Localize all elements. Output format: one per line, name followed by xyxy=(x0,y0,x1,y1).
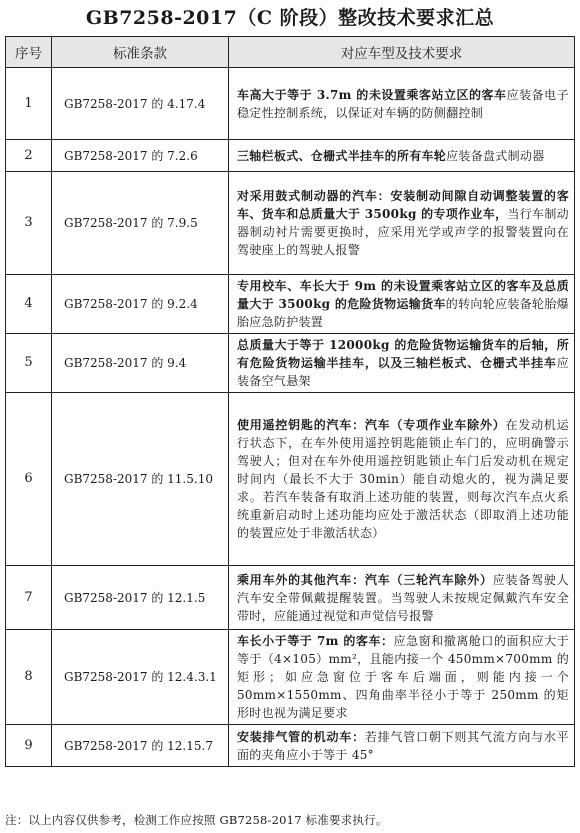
row-requirement xyxy=(229,140,575,172)
row-clause: GB7258-2017 的 4.17.4 xyxy=(52,68,229,140)
row-requirement xyxy=(229,725,575,767)
table-row xyxy=(6,630,575,725)
table-header-row xyxy=(6,37,575,68)
row-requirement xyxy=(229,275,575,334)
requirement-bold-text: 安装排气管的机动车： xyxy=(237,729,365,744)
table-row xyxy=(6,140,575,172)
row-clause: GB7258-2017 的 12.15.7 xyxy=(52,725,229,767)
row-number: 5 xyxy=(6,334,52,393)
row-clause: GB7258-2017 的 7.2.6 xyxy=(52,140,229,172)
requirement-normal-text: 应急窗和撤离舱口的面积应大于等于（4×105）mm²，且能内接一个 450mm×700mm 的矩形；如应急窗位于客车后端面，则能内接一个 50mm×1550mm、四角曲率半径小于等于 250mm 的矩形时也视为满足要求 xyxy=(237,634,569,720)
requirement-normal-text: 应装备盘式制动器 xyxy=(446,148,545,163)
requirement-bold-text: 车高大于等于 3.7m 的未设置乘客站立区的客车 xyxy=(237,87,507,102)
requirement-normal-text: 应装备空气悬架 xyxy=(237,356,569,388)
row-requirement xyxy=(229,334,575,393)
row-number: 3 xyxy=(6,172,52,275)
header-no: 序号 xyxy=(6,37,52,68)
header-requirement: 对应车型及技术要求 xyxy=(229,37,575,68)
row-clause: GB7258-2017 的 9.2.4 xyxy=(52,275,229,334)
table-row xyxy=(6,172,575,275)
requirement-bold-text: 总质量大于等于 12000kg 的危险货物运输货车的后轴，所有危险货物运输半挂车，以及三轴栏板式、仓栅式半挂车 xyxy=(237,338,569,370)
requirement-normal-text: 应装备电子稳定性控制系统，以保证对车辆的防侧翻控制 xyxy=(237,87,569,120)
row-number: 9 xyxy=(6,725,52,767)
requirement-bold-text: 乘用车外的其他汽车：汽车（三轮汽车除外） xyxy=(237,572,493,587)
table-row xyxy=(6,334,575,393)
table-row xyxy=(6,393,575,566)
requirement-bold-text: 使用遥控钥匙的汽车：汽车（专项作业车除外） xyxy=(237,418,506,432)
table-row xyxy=(6,275,575,334)
row-clause: GB7258-2017 的 7.9.5 xyxy=(52,172,229,275)
row-number: 8 xyxy=(6,630,52,725)
requirement-normal-text: 当行车制动器制动衬片需要更换时，应采用光学或声学的报警装置向在驾驶座上的驾驶人报警 xyxy=(237,207,569,257)
table-row xyxy=(6,725,575,767)
requirement-normal-text: 应装备驾驶人汽车安全带佩戴提醒装置。当驾驶人未按规定佩戴汽车安全带时，应能通过视觉和声觉信号报警 xyxy=(237,572,569,623)
requirements-table xyxy=(5,36,575,767)
requirement-bold-text: 三轴栏板式、仓栅式半挂车的所有车轮 xyxy=(237,148,447,163)
footnote: 注：以上内容仅供参考，检测工作应按照 GB7258-2017 标准要求执行。 xyxy=(5,813,388,827)
requirement-bold-text: 专用校车、车长大于 9m 的未设置乘客站立区的客车及总质量大于 3500kg 的危险货物运输货车 xyxy=(237,279,569,311)
table-row xyxy=(6,566,575,630)
row-number: 6 xyxy=(6,393,52,566)
header-clause: 标准条款 xyxy=(52,37,229,68)
row-requirement xyxy=(229,172,575,275)
row-number: 4 xyxy=(6,275,52,334)
row-number: 7 xyxy=(6,566,52,630)
table-row xyxy=(6,68,575,140)
row-clause: GB7258-2017 的 12.4.3.1 xyxy=(52,630,229,725)
requirement-normal-text: 若排气管口朝下则其气流方向与水平面的夹角应小于等于 45° xyxy=(237,729,569,762)
requirement-bold-text: 对采用鼓式制动器的汽车：安装制动间隙自动调整装置的客车、货车和总质量大于 3500kg 的专项作业车， xyxy=(237,189,569,221)
row-clause: GB7258-2017 的 11.5.10 xyxy=(52,393,229,566)
row-number: 2 xyxy=(6,140,52,172)
row-clause: GB7258-2017 的 9.4 xyxy=(52,334,229,393)
requirement-bold-text: 车长小于等于 7m 的客车： xyxy=(237,634,394,648)
row-number: 1 xyxy=(6,68,52,140)
row-requirement xyxy=(229,68,575,140)
requirement-normal-text: 的转向轮应装备轮胎爆胎应急防护装置 xyxy=(237,297,569,329)
row-requirement xyxy=(229,566,575,630)
requirement-normal-text: 在发动机运行状态下，在车外使用遥控钥匙能锁止车门的，应明确警示驾驶人；但对在车外使用遥控钥匙锁止车门后发动机在规定时间内（最长不大于 30min）能自动熄火的，视为满足要求。若汽车装备有取消上述功能的装置，则每次汽车点火系统重新启动时上述功能均应处于激活状态（即取消上述功能的装置应处于非激活状态） xyxy=(237,418,569,540)
row-requirement xyxy=(229,393,575,566)
row-requirement xyxy=(229,630,575,725)
document-title: GB7258-2017（C 阶段）整改技术要求汇总 xyxy=(85,7,495,29)
row-clause: GB7258-2017 的 12.1.5 xyxy=(52,566,229,630)
